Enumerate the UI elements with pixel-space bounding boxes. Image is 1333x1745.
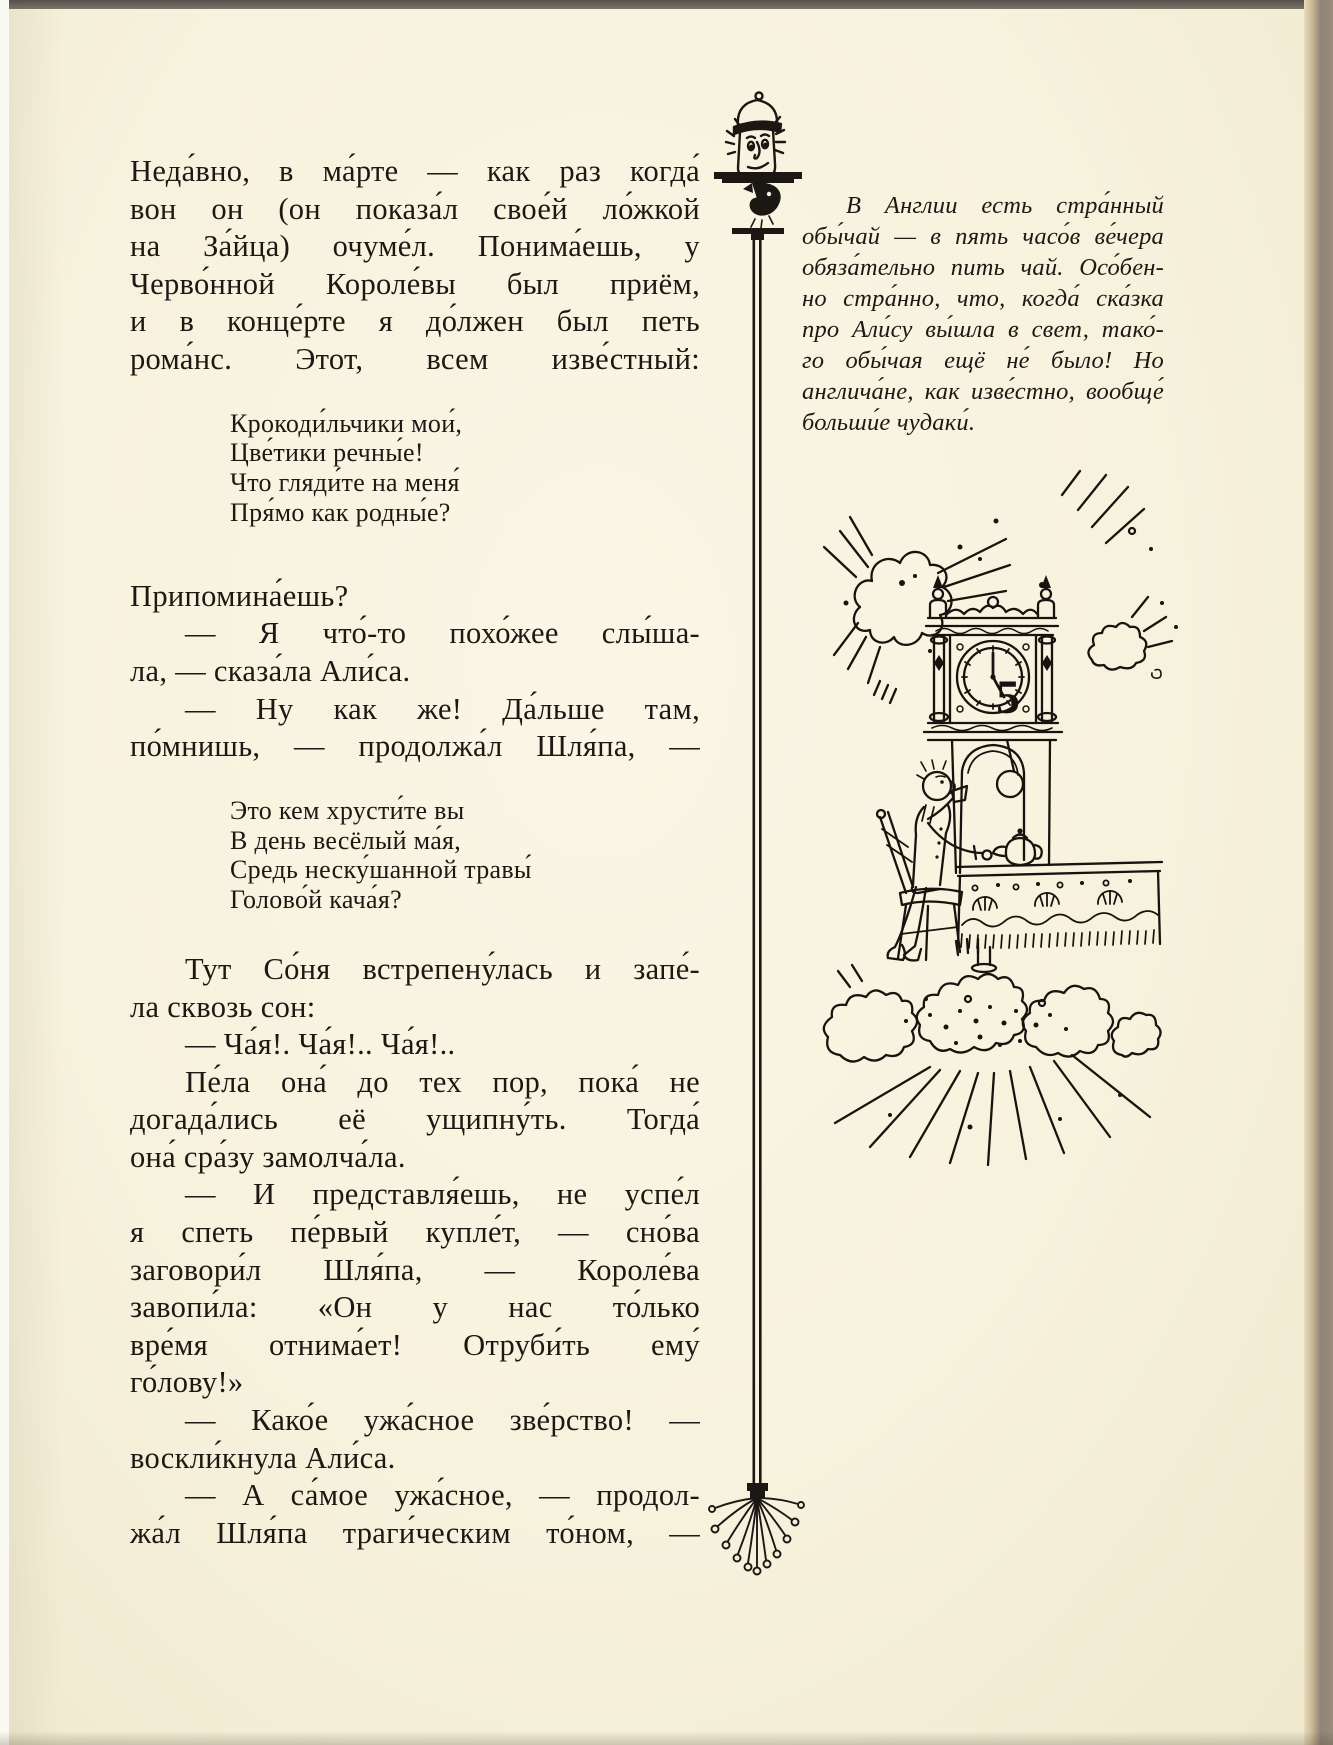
verse-may-day: [230, 796, 700, 915]
sparkle-lines-icon: [1062, 471, 1153, 551]
text-line: рома́нс. Этот, всем изве́стный:: [130, 341, 700, 376]
text-line: ла, — сказа́ла Али́са.: [130, 653, 411, 688]
text-line: Припомина́ешь?: [130, 578, 349, 613]
text-line: она́ сра́зу замолча́ла.: [130, 1139, 406, 1174]
page-edge-right: [1304, 0, 1333, 1745]
note-line: про Али́су вы́шла в свет, тако́-: [802, 316, 1164, 343]
paragraph-3: [130, 951, 700, 1553]
note-line: но стра́нно, что, когда́ ска́зка: [802, 285, 1164, 312]
text-line: Пе́ла она́ до тех пор, пока́ не: [185, 1064, 700, 1099]
note-line: больши́е чудаки́.: [802, 409, 976, 436]
verse-line: Что гляди́те на меня́: [230, 468, 460, 498]
text-line: и в конце́рте я до́лжен был петь: [130, 304, 700, 339]
text-line: — Я что́-то похо́жее слы́ша-: [185, 616, 700, 651]
note-line: англича́не, как изве́стно, вообще́: [802, 378, 1164, 405]
text-line: Черво́нной Короле́вы был приём,: [130, 266, 700, 301]
verse-line: В день весёлый ма́я,: [230, 825, 462, 855]
tick-marks-icon: [874, 681, 896, 703]
text-line: го́лову!»: [130, 1365, 244, 1400]
clock-illustration-icon: [810, 455, 1180, 1170]
text-line: воскли́кнула Али́са.: [130, 1440, 396, 1475]
text-line: — И представля́ешь, не успе́л: [185, 1177, 700, 1212]
verse-line: Это кем хрусти́те вы: [230, 795, 465, 825]
chair-icon: [877, 810, 962, 960]
clock-tea-illustration: [810, 455, 1180, 1170]
note-line: В Англии есть стра́нный: [846, 192, 1164, 219]
explosion-cloud-icon: [824, 939, 1161, 1165]
cloud-right-icon: [1088, 597, 1178, 678]
verse-line: Крокоди́льчики мои́,: [230, 408, 463, 438]
page-edge-bottom: [0, 1731, 1333, 1745]
text-line: — А са́мое ужа́сное, — продол-: [185, 1478, 700, 1513]
pendulum-bob: [997, 771, 1023, 797]
text-line: — Ча́я!. Ча́я!.. Ча́я!..: [185, 1027, 456, 1062]
text-line: вре́мя отнима́ет! Отруби́ть ему́: [130, 1327, 700, 1362]
verse-line: Цве́тики речны́е!: [230, 438, 424, 468]
divider-ornament: [700, 80, 820, 1590]
jester-head-rule-tassel-icon: [700, 80, 820, 1590]
page-gutter-shadow: [9, 0, 64, 1745]
text-line: на За́йца) очуме́л. Понима́ешь, у: [130, 229, 700, 264]
text-line: жа́л Шля́па траги́ческим то́ном, —: [130, 1515, 700, 1550]
text-line: завопи́ла: «Он у нас то́лько: [130, 1290, 700, 1325]
text-line: заговори́л Шля́па, — Короле́ва: [130, 1252, 700, 1287]
note-line: обяза́тельно пить чай. Осо́бен-: [802, 254, 1164, 281]
text-line: по́мнишь, — продолжа́л Шля́па, —: [130, 729, 700, 764]
verse-line: Голово́й кача́я?: [230, 885, 402, 915]
verse-line: Пря́мо как родны́е?: [230, 497, 451, 527]
grandfather-clock-icon: [924, 575, 1062, 873]
teapot-icon: [993, 828, 1042, 865]
verse-crocodiles: [230, 409, 700, 528]
clock-numeral-5: 5: [996, 671, 1020, 724]
scan-edge-top: [0, 0, 1333, 9]
text-line: я спеть пе́рвый купле́т, — сно́ва: [130, 1215, 700, 1250]
text-line: Неда́вно, в ма́рте — как раз когда́: [130, 154, 700, 188]
text-line: ла сквозь сон:: [130, 989, 316, 1024]
scan-edge-left: [0, 0, 9, 1745]
text-line: догада́лись её ущипну́ть. Тогда́: [130, 1102, 700, 1137]
note-line: обы́чай — в пять часо́в ве́чера: [802, 223, 1164, 250]
margin-note: [802, 190, 1164, 438]
note-line: го обы́чая ещё не́ было! Но: [802, 347, 1164, 374]
main-text-column: [130, 153, 700, 1552]
paragraph-1: [130, 153, 700, 379]
text-line: Тут Со́ня встрепену́лась и запе́-: [185, 951, 700, 986]
text-line: вон он (он показа́л свое́й ло́жкой: [130, 191, 700, 226]
text-line: — Ну как же! Да́льше там,: [185, 691, 700, 726]
paragraph-2: [130, 578, 700, 766]
text-line: — Како́е ужа́сное зве́рство! —: [185, 1403, 700, 1438]
verse-line: Средь неску́шанной травы́: [230, 855, 532, 885]
